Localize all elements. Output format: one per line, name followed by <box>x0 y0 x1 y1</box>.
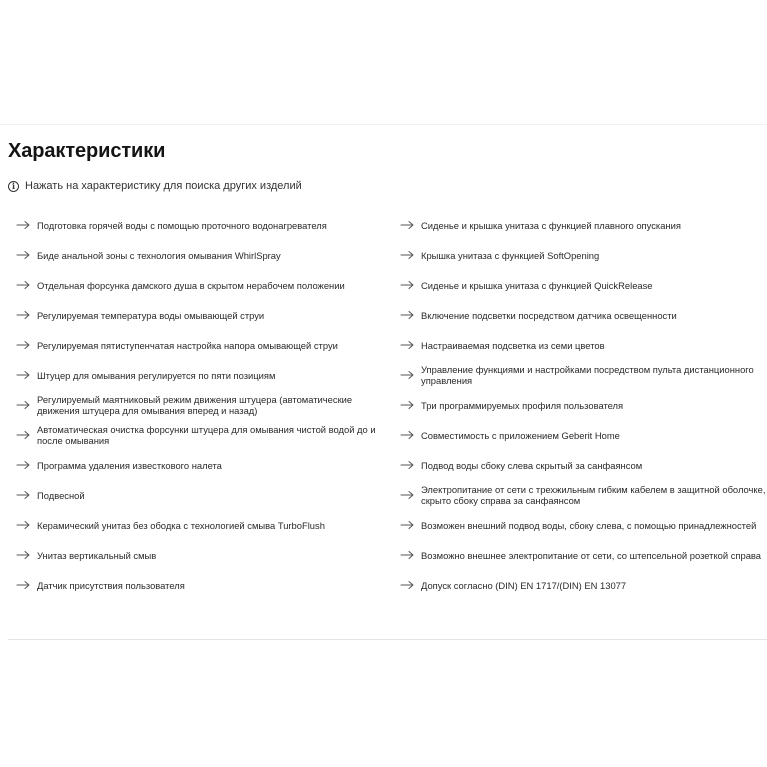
feature-link[interactable] <box>16 270 386 300</box>
feature-label: Автоматическая очистка форсунки штуцера для омывания чистой водой до и после омывания <box>37 424 376 446</box>
arrow-right-icon <box>16 280 31 290</box>
feature-label: Биде анальной зоны с технология омывания WhirlSpray <box>37 249 281 261</box>
arrow-right-icon <box>400 550 415 560</box>
feature-link[interactable] <box>16 480 386 510</box>
feature-label: Крышка унитаза с функцией SoftOpening <box>421 249 600 261</box>
arrow-right-icon <box>400 460 415 470</box>
features-column-right <box>400 210 767 600</box>
feature-label: Управление функциями и настройками посредством пульта дистанционного управления <box>421 364 754 386</box>
arrow-right-icon <box>16 490 31 500</box>
feature-link[interactable] <box>400 240 767 270</box>
feature-label: Возможен внешний подвод воды, сбоку слева, с помощью принадлежностей <box>421 519 757 531</box>
feature-link[interactable] <box>400 480 767 510</box>
feature-label: Настраиваемая подсветка из семи цветов <box>421 339 605 351</box>
feature-link[interactable] <box>16 240 386 270</box>
feature-link[interactable] <box>16 420 386 450</box>
arrow-right-icon <box>16 430 31 440</box>
feature-link[interactable] <box>16 330 386 360</box>
feature-link[interactable] <box>400 390 767 420</box>
feature-label: Программа удаления известкового налета <box>37 459 222 471</box>
arrow-right-icon <box>400 370 415 380</box>
search-hint-text: Нажать на характеристику для поиска других изделий <box>25 180 302 192</box>
search-hint <box>8 178 302 194</box>
arrow-right-icon <box>16 370 31 380</box>
feature-link[interactable] <box>400 360 767 390</box>
feature-link[interactable] <box>400 210 767 240</box>
feature-label: Сиденье и крышка унитаза с функцией плавного опускания <box>421 219 681 231</box>
arrow-right-icon <box>400 400 415 410</box>
arrow-right-icon <box>16 580 31 590</box>
feature-link[interactable] <box>16 300 386 330</box>
feature-link[interactable] <box>400 450 767 480</box>
arrow-right-icon <box>16 460 31 470</box>
feature-label: Отдельная форсунка дамского душа в скрытом нерабочем положении <box>37 279 345 291</box>
feature-link[interactable] <box>16 360 386 390</box>
feature-label: Возможно внешнее электропитание от сети, со штепсельной розеткой справа <box>421 549 762 561</box>
arrow-right-icon <box>400 520 415 530</box>
features-column-left <box>16 210 386 600</box>
arrow-right-icon <box>400 580 415 590</box>
arrow-right-icon <box>16 310 31 320</box>
feature-label: Датчик присутствия пользователя <box>37 579 185 591</box>
info-icon: i <box>8 181 19 192</box>
feature-link[interactable] <box>16 390 386 420</box>
arrow-right-icon <box>400 310 415 320</box>
feature-link[interactable] <box>16 450 386 480</box>
arrow-right-icon <box>16 340 31 350</box>
arrow-right-icon <box>400 220 415 230</box>
feature-link[interactable] <box>16 210 386 240</box>
feature-label: Три программируемых профиля пользователя <box>421 399 624 411</box>
feature-label: Подвесной <box>37 489 85 501</box>
section-title: Характеристики <box>8 140 166 162</box>
feature-link[interactable] <box>400 420 767 450</box>
arrow-right-icon <box>400 490 415 500</box>
arrow-right-icon <box>16 400 31 410</box>
feature-label: Включение подсветки посредством датчика освещенности <box>421 309 677 321</box>
arrow-right-icon <box>16 250 31 260</box>
feature-link[interactable] <box>400 540 767 570</box>
feature-link[interactable] <box>16 570 386 600</box>
bottom-divider <box>8 639 767 640</box>
feature-label: Регулируемая температура воды омывающей струи <box>37 309 265 321</box>
feature-label: Сиденье и крышка унитаза с функцией QuickRelease <box>421 279 653 291</box>
feature-link[interactable] <box>400 270 767 300</box>
arrow-right-icon <box>400 340 415 350</box>
feature-label: Допуск согласно (DIN) EN 1717/(DIN) EN 13077 <box>421 579 627 591</box>
arrow-right-icon <box>400 430 415 440</box>
feature-link[interactable] <box>16 510 386 540</box>
feature-link[interactable] <box>400 570 767 600</box>
feature-label: Подготовка горячей воды с помощью проточного водонагревателя <box>37 219 327 231</box>
arrow-right-icon <box>16 520 31 530</box>
feature-label: Регулируемая пятиступенчатая настройка напора омывающей струи <box>37 339 338 351</box>
arrow-right-icon <box>16 550 31 560</box>
feature-link[interactable] <box>16 540 386 570</box>
arrow-right-icon <box>16 220 31 230</box>
feature-label: Штуцер для омывания регулируется по пяти позициям <box>37 369 276 381</box>
feature-link[interactable] <box>400 300 767 330</box>
feature-label: Электропитание от сети с трехжильным гибким кабелем в защитной оболочке, скрыто сбоку справа за санфаянсом <box>421 484 766 506</box>
feature-label: Унитаз вертикальный смыв <box>37 549 157 561</box>
top-divider <box>0 124 767 125</box>
feature-label: Регулируемый маятниковый режим движения штуцера (автоматические движения штуцера для омывания вперед и назад) <box>37 394 353 416</box>
arrow-right-icon <box>400 280 415 290</box>
feature-link[interactable] <box>400 510 767 540</box>
feature-link[interactable] <box>400 330 767 360</box>
feature-label: Совместимость с приложением Geberit Home <box>421 429 620 441</box>
feature-label: Керамический унитаз без ободка с технологией смыва TurboFlush <box>37 519 325 531</box>
arrow-right-icon <box>400 250 415 260</box>
feature-label: Подвод воды сбоку слева скрытый за санфаянсом <box>421 459 643 471</box>
